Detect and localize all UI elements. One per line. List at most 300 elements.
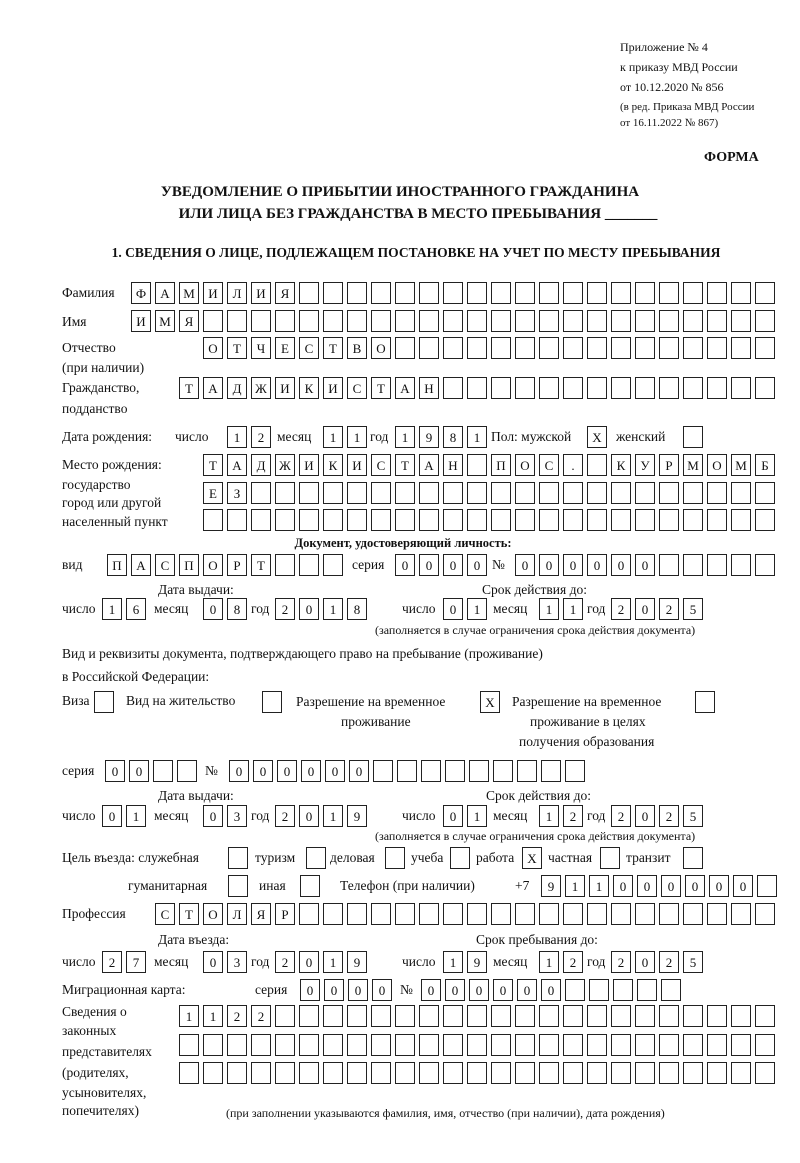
char-cell[interactable]: 0 [587, 554, 607, 576]
char-cell[interactable]: 2 [275, 951, 295, 973]
char-cell[interactable] [395, 282, 415, 304]
char-cell[interactable] [443, 337, 463, 359]
char-cell[interactable] [539, 1062, 559, 1084]
id-issue-month[interactable] [203, 598, 251, 620]
char-cell[interactable]: 9 [347, 951, 367, 973]
char-cell[interactable] [515, 337, 535, 359]
char-cell[interactable]: 0 [299, 805, 319, 827]
char-cell[interactable] [467, 310, 487, 332]
birth-year-field[interactable] [395, 426, 491, 448]
char-cell[interactable] [587, 1034, 607, 1056]
char-cell[interactable] [491, 482, 511, 504]
char-cell[interactable]: 5 [683, 598, 703, 620]
char-cell[interactable] [395, 509, 415, 531]
char-cell[interactable]: 3 [227, 805, 247, 827]
char-cell[interactable]: 0 [277, 760, 297, 782]
char-cell[interactable] [419, 1034, 439, 1056]
char-cell[interactable] [515, 509, 535, 531]
char-cell[interactable]: П [107, 554, 127, 576]
char-cell[interactable]: 2 [611, 805, 631, 827]
char-cell[interactable] [467, 1034, 487, 1056]
char-cell[interactable] [275, 310, 295, 332]
char-cell[interactable] [539, 337, 559, 359]
char-cell[interactable] [635, 310, 655, 332]
char-cell[interactable] [635, 1062, 655, 1084]
char-cell[interactable] [755, 282, 775, 304]
char-cell[interactable]: 9 [419, 426, 439, 448]
char-cell[interactable] [611, 282, 631, 304]
char-cell[interactable]: 0 [443, 554, 463, 576]
char-cell[interactable] [323, 482, 343, 504]
char-cell[interactable] [683, 426, 703, 448]
char-cell[interactable]: М [179, 282, 199, 304]
char-cell[interactable]: 0 [733, 875, 753, 897]
char-cell[interactable] [611, 310, 631, 332]
char-cell[interactable] [275, 554, 295, 576]
char-cell[interactable] [659, 1005, 679, 1027]
char-cell[interactable] [683, 847, 703, 869]
char-cell[interactable] [587, 509, 607, 531]
id-series-field[interactable] [395, 554, 491, 576]
char-cell[interactable] [203, 509, 223, 531]
char-cell[interactable] [299, 1005, 319, 1027]
char-cell[interactable]: 1 [467, 598, 487, 620]
char-cell[interactable]: 0 [493, 979, 513, 1001]
char-cell[interactable]: Т [323, 337, 343, 359]
char-cell[interactable]: 0 [301, 760, 321, 782]
char-cell[interactable] [227, 1034, 247, 1056]
purpose-study-checkbox[interactable] [450, 847, 474, 869]
char-cell[interactable] [707, 1062, 727, 1084]
char-cell[interactable]: 2 [659, 951, 679, 973]
citizenship-field[interactable] [179, 377, 779, 399]
char-cell[interactable]: 0 [445, 979, 465, 1001]
char-cell[interactable] [563, 282, 583, 304]
char-cell[interactable] [323, 310, 343, 332]
birthplace-field-2[interactable] [203, 482, 779, 504]
char-cell[interactable] [262, 691, 282, 713]
char-cell[interactable] [755, 903, 775, 925]
char-cell[interactable] [659, 310, 679, 332]
char-cell[interactable] [683, 482, 703, 504]
char-cell[interactable] [587, 1062, 607, 1084]
char-cell[interactable]: 0 [661, 875, 681, 897]
char-cell[interactable] [467, 509, 487, 531]
purpose-tourism-checkbox[interactable] [306, 847, 330, 869]
char-cell[interactable] [613, 979, 633, 1001]
char-cell[interactable]: 0 [102, 805, 122, 827]
char-cell[interactable]: А [131, 554, 151, 576]
char-cell[interactable]: 0 [515, 554, 535, 576]
char-cell[interactable] [419, 310, 439, 332]
char-cell[interactable] [637, 979, 657, 1001]
char-cell[interactable] [395, 310, 415, 332]
char-cell[interactable]: 8 [347, 598, 367, 620]
char-cell[interactable]: 8 [443, 426, 463, 448]
char-cell[interactable] [563, 337, 583, 359]
char-cell[interactable] [275, 1062, 295, 1084]
char-cell[interactable]: . [563, 454, 583, 476]
migration-series-field[interactable] [300, 979, 396, 1001]
char-cell[interactable] [565, 760, 585, 782]
char-cell[interactable]: Р [227, 554, 247, 576]
stay-day[interactable] [443, 951, 491, 973]
sex-male-checkbox[interactable] [587, 426, 611, 448]
char-cell[interactable]: 1 [323, 805, 343, 827]
char-cell[interactable]: Р [659, 454, 679, 476]
char-cell[interactable] [347, 1062, 367, 1084]
char-cell[interactable]: 0 [709, 875, 729, 897]
char-cell[interactable] [299, 482, 319, 504]
char-cell[interactable] [203, 310, 223, 332]
char-cell[interactable] [179, 1062, 199, 1084]
id-valid-year[interactable] [611, 598, 707, 620]
char-cell[interactable] [299, 903, 319, 925]
char-cell[interactable]: 1 [323, 598, 343, 620]
char-cell[interactable]: 0 [467, 554, 487, 576]
char-cell[interactable] [515, 310, 535, 332]
char-cell[interactable] [611, 509, 631, 531]
purpose-work-checkbox[interactable] [522, 847, 546, 869]
char-cell[interactable]: X [522, 847, 542, 869]
char-cell[interactable] [373, 760, 393, 782]
char-cell[interactable]: 0 [372, 979, 392, 1001]
char-cell[interactable]: 1 [467, 426, 487, 448]
stay-year[interactable] [611, 951, 707, 973]
char-cell[interactable] [347, 310, 367, 332]
char-cell[interactable]: 0 [563, 554, 583, 576]
char-cell[interactable]: 1 [467, 805, 487, 827]
char-cell[interactable]: Д [227, 377, 247, 399]
char-cell[interactable]: О [203, 554, 223, 576]
char-cell[interactable] [611, 903, 631, 925]
sex-female-checkbox[interactable] [683, 426, 707, 448]
char-cell[interactable]: Я [275, 282, 295, 304]
char-cell[interactable]: 0 [348, 979, 368, 1001]
char-cell[interactable] [419, 1005, 439, 1027]
char-cell[interactable] [515, 903, 535, 925]
char-cell[interactable] [467, 282, 487, 304]
char-cell[interactable] [755, 482, 775, 504]
char-cell[interactable] [300, 875, 320, 897]
char-cell[interactable] [731, 554, 751, 576]
char-cell[interactable] [587, 377, 607, 399]
right-issue-year[interactable] [275, 805, 371, 827]
char-cell[interactable]: 0 [685, 875, 705, 897]
char-cell[interactable] [683, 903, 703, 925]
char-cell[interactable] [755, 377, 775, 399]
char-cell[interactable] [491, 282, 511, 304]
char-cell[interactable] [323, 554, 343, 576]
char-cell[interactable]: 1 [227, 426, 247, 448]
char-cell[interactable] [251, 310, 271, 332]
char-cell[interactable]: Р [275, 903, 295, 925]
char-cell[interactable] [347, 482, 367, 504]
char-cell[interactable]: П [179, 554, 199, 576]
char-cell[interactable]: 6 [126, 598, 146, 620]
char-cell[interactable] [228, 847, 248, 869]
char-cell[interactable] [635, 1034, 655, 1056]
char-cell[interactable] [251, 1062, 271, 1084]
char-cell[interactable]: 1 [323, 951, 343, 973]
char-cell[interactable] [469, 760, 489, 782]
char-cell[interactable] [395, 1005, 415, 1027]
char-cell[interactable] [635, 282, 655, 304]
char-cell[interactable] [707, 1034, 727, 1056]
char-cell[interactable] [541, 760, 561, 782]
phone-field[interactable] [541, 875, 781, 897]
char-cell[interactable]: Н [443, 454, 463, 476]
id-valid-month[interactable] [539, 598, 587, 620]
char-cell[interactable]: 1 [539, 805, 559, 827]
char-cell[interactable] [443, 1062, 463, 1084]
char-cell[interactable]: 0 [203, 951, 223, 973]
char-cell[interactable] [563, 1005, 583, 1027]
char-cell[interactable]: 1 [395, 426, 415, 448]
char-cell[interactable] [395, 482, 415, 504]
char-cell[interactable]: И [251, 282, 271, 304]
char-cell[interactable]: 7 [126, 951, 146, 973]
char-cell[interactable] [757, 875, 777, 897]
char-cell[interactable]: 2 [227, 1005, 247, 1027]
right-valid-day[interactable] [443, 805, 491, 827]
char-cell[interactable]: М [683, 454, 703, 476]
char-cell[interactable] [467, 337, 487, 359]
char-cell[interactable] [563, 509, 583, 531]
char-cell[interactable]: 0 [419, 554, 439, 576]
char-cell[interactable]: 1 [323, 426, 343, 448]
char-cell[interactable]: С [155, 554, 175, 576]
char-cell[interactable]: Е [275, 337, 295, 359]
char-cell[interactable] [683, 1005, 703, 1027]
char-cell[interactable] [587, 482, 607, 504]
char-cell[interactable] [565, 979, 585, 1001]
char-cell[interactable]: М [731, 454, 751, 476]
char-cell[interactable] [683, 509, 703, 531]
char-cell[interactable]: 1 [589, 875, 609, 897]
char-cell[interactable] [275, 482, 295, 504]
char-cell[interactable]: 0 [539, 554, 559, 576]
trp-checkbox[interactable] [480, 691, 504, 713]
char-cell[interactable] [419, 1062, 439, 1084]
char-cell[interactable] [203, 1034, 223, 1056]
char-cell[interactable] [563, 482, 583, 504]
char-cell[interactable] [419, 903, 439, 925]
char-cell[interactable]: Е [203, 482, 223, 504]
char-cell[interactable] [323, 1005, 343, 1027]
char-cell[interactable]: 0 [421, 979, 441, 1001]
char-cell[interactable]: П [491, 454, 511, 476]
char-cell[interactable]: 0 [299, 598, 319, 620]
char-cell[interactable]: А [419, 454, 439, 476]
char-cell[interactable] [707, 482, 727, 504]
char-cell[interactable] [707, 509, 727, 531]
char-cell[interactable] [587, 454, 607, 476]
char-cell[interactable]: Л [227, 903, 247, 925]
purpose-private-checkbox[interactable] [600, 847, 624, 869]
char-cell[interactable]: 0 [395, 554, 415, 576]
char-cell[interactable] [467, 1005, 487, 1027]
char-cell[interactable] [683, 282, 703, 304]
birth-month-field[interactable] [323, 426, 371, 448]
char-cell[interactable]: Л [227, 282, 247, 304]
char-cell[interactable] [493, 760, 513, 782]
purpose-other-checkbox[interactable] [300, 875, 324, 897]
char-cell[interactable]: 0 [635, 554, 655, 576]
char-cell[interactable] [611, 482, 631, 504]
char-cell[interactable] [371, 1005, 391, 1027]
char-cell[interactable] [227, 509, 247, 531]
char-cell[interactable]: 8 [227, 598, 247, 620]
char-cell[interactable] [275, 509, 295, 531]
char-cell[interactable] [659, 377, 679, 399]
char-cell[interactable] [600, 847, 620, 869]
purpose-official-checkbox[interactable] [228, 847, 252, 869]
char-cell[interactable] [491, 1062, 511, 1084]
char-cell[interactable] [731, 903, 751, 925]
char-cell[interactable]: 2 [611, 598, 631, 620]
char-cell[interactable] [450, 847, 470, 869]
char-cell[interactable] [323, 903, 343, 925]
char-cell[interactable] [755, 310, 775, 332]
purpose-humanitarian-checkbox[interactable] [228, 875, 252, 897]
char-cell[interactable]: Т [251, 554, 271, 576]
char-cell[interactable]: 2 [251, 426, 271, 448]
char-cell[interactable] [371, 282, 391, 304]
char-cell[interactable] [371, 903, 391, 925]
char-cell[interactable]: 0 [129, 760, 149, 782]
char-cell[interactable]: 1 [563, 598, 583, 620]
char-cell[interactable] [683, 1062, 703, 1084]
char-cell[interactable]: 2 [275, 805, 295, 827]
char-cell[interactable]: В [347, 337, 367, 359]
char-cell[interactable]: 0 [637, 875, 657, 897]
char-cell[interactable] [371, 482, 391, 504]
char-cell[interactable] [539, 310, 559, 332]
char-cell[interactable]: К [611, 454, 631, 476]
char-cell[interactable]: С [155, 903, 175, 925]
char-cell[interactable] [299, 554, 319, 576]
char-cell[interactable] [443, 310, 463, 332]
char-cell[interactable] [515, 1034, 535, 1056]
char-cell[interactable] [563, 310, 583, 332]
char-cell[interactable]: С [371, 454, 391, 476]
char-cell[interactable]: 0 [229, 760, 249, 782]
char-cell[interactable] [659, 554, 679, 576]
purpose-business-checkbox[interactable] [385, 847, 409, 869]
char-cell[interactable]: 1 [565, 875, 585, 897]
surname-field[interactable] [131, 282, 779, 304]
char-cell[interactable] [659, 282, 679, 304]
char-cell[interactable]: 2 [563, 951, 583, 973]
char-cell[interactable] [611, 1034, 631, 1056]
char-cell[interactable] [683, 310, 703, 332]
char-cell[interactable]: 0 [443, 598, 463, 620]
char-cell[interactable]: О [371, 337, 391, 359]
char-cell[interactable] [683, 1034, 703, 1056]
char-cell[interactable]: Ф [131, 282, 151, 304]
char-cell[interactable] [347, 509, 367, 531]
id-number-field[interactable] [515, 554, 779, 576]
char-cell[interactable] [371, 1062, 391, 1084]
char-cell[interactable]: 1 [539, 598, 559, 620]
char-cell[interactable]: 2 [659, 805, 679, 827]
char-cell[interactable]: 0 [299, 951, 319, 973]
char-cell[interactable] [661, 979, 681, 1001]
char-cell[interactable]: Я [251, 903, 271, 925]
char-cell[interactable] [203, 1062, 223, 1084]
legal-reps-field-3[interactable] [179, 1062, 779, 1084]
char-cell[interactable] [443, 1005, 463, 1027]
char-cell[interactable] [635, 377, 655, 399]
char-cell[interactable] [755, 554, 775, 576]
char-cell[interactable]: Т [179, 377, 199, 399]
char-cell[interactable] [491, 509, 511, 531]
char-cell[interactable] [731, 1034, 751, 1056]
char-cell[interactable]: С [299, 337, 319, 359]
right-valid-month[interactable] [539, 805, 587, 827]
char-cell[interactable] [635, 482, 655, 504]
char-cell[interactable] [539, 482, 559, 504]
char-cell[interactable] [587, 903, 607, 925]
char-cell[interactable]: А [395, 377, 415, 399]
char-cell[interactable] [397, 760, 417, 782]
char-cell[interactable] [563, 1034, 583, 1056]
char-cell[interactable]: И [275, 377, 295, 399]
char-cell[interactable] [707, 554, 727, 576]
char-cell[interactable] [659, 1062, 679, 1084]
char-cell[interactable]: 0 [443, 805, 463, 827]
char-cell[interactable] [251, 482, 271, 504]
char-cell[interactable] [731, 509, 751, 531]
char-cell[interactable] [539, 903, 559, 925]
char-cell[interactable] [707, 282, 727, 304]
right-number-field[interactable] [229, 760, 589, 782]
char-cell[interactable] [299, 310, 319, 332]
char-cell[interactable]: Д [251, 454, 271, 476]
char-cell[interactable] [371, 310, 391, 332]
name-field[interactable] [131, 310, 779, 332]
id-valid-day[interactable] [443, 598, 491, 620]
char-cell[interactable] [443, 482, 463, 504]
char-cell[interactable]: 2 [563, 805, 583, 827]
char-cell[interactable] [611, 1062, 631, 1084]
char-cell[interactable] [443, 377, 463, 399]
right-valid-year[interactable] [611, 805, 707, 827]
char-cell[interactable] [491, 377, 511, 399]
char-cell[interactable]: 0 [541, 979, 561, 1001]
char-cell[interactable] [659, 903, 679, 925]
char-cell[interactable] [371, 509, 391, 531]
char-cell[interactable]: 1 [443, 951, 463, 973]
char-cell[interactable] [731, 337, 751, 359]
char-cell[interactable] [589, 979, 609, 1001]
char-cell[interactable] [707, 1005, 727, 1027]
char-cell[interactable] [275, 1005, 295, 1027]
char-cell[interactable] [587, 282, 607, 304]
id-kind-field[interactable] [107, 554, 347, 576]
char-cell[interactable] [515, 377, 535, 399]
char-cell[interactable] [443, 282, 463, 304]
char-cell[interactable] [299, 282, 319, 304]
char-cell[interactable]: И [131, 310, 151, 332]
char-cell[interactable] [395, 1034, 415, 1056]
char-cell[interactable] [443, 509, 463, 531]
char-cell[interactable] [539, 282, 559, 304]
char-cell[interactable] [299, 1062, 319, 1084]
stay-month[interactable] [539, 951, 587, 973]
char-cell[interactable] [587, 337, 607, 359]
